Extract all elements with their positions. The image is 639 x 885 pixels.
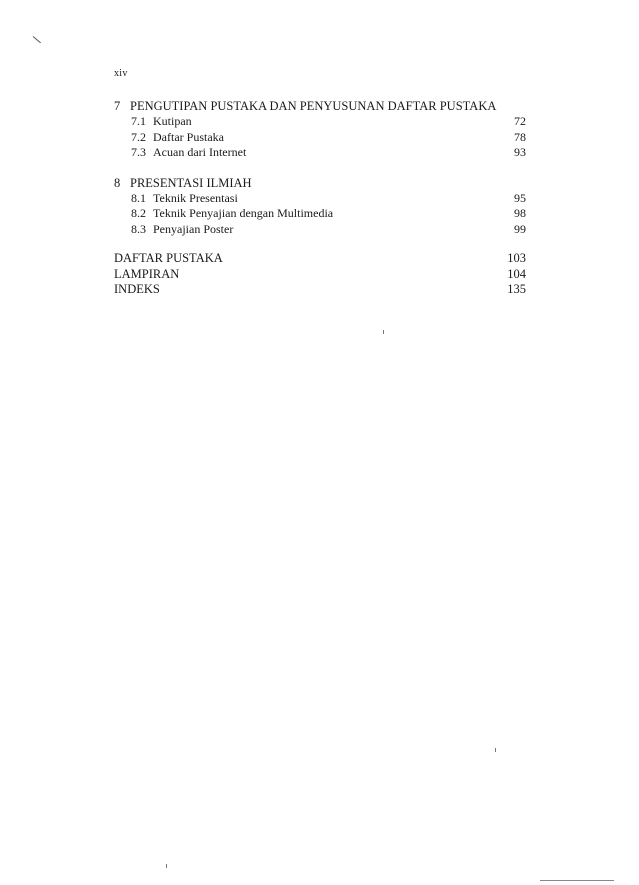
- section-title: Kutipan: [153, 114, 192, 128]
- toc-entry: [114, 191, 526, 207]
- chapter-title: PRESENTASI ILMIAH: [130, 175, 252, 190]
- toc-entry-indeks: [114, 282, 526, 298]
- chapter-title: PENGUTIPAN PUSTAKA DAN PENYUSUNAN DAFTAR PUSTAKA: [130, 99, 497, 113]
- section-number: 7.1: [131, 114, 146, 128]
- section-number: 7.2: [131, 129, 146, 144]
- toc-chapter-8: [114, 175, 526, 238]
- scan-artifact-line: [540, 880, 614, 881]
- section-title: Teknik Presentasi: [153, 190, 238, 205]
- chapter-heading: [114, 98, 526, 114]
- toc-entry: [114, 206, 526, 222]
- page-ref: 103: [507, 251, 526, 265]
- toc-entry: [114, 114, 526, 130]
- scan-artifact-mark: [33, 36, 41, 43]
- entry-title: LAMPIRAN: [114, 266, 180, 281]
- page-ref: 78: [514, 129, 526, 144]
- scan-artifact-dot: [495, 748, 496, 752]
- page-ref: 93: [514, 145, 526, 159]
- page-ref: 104: [507, 266, 526, 281]
- toc-entry: [114, 130, 526, 146]
- section-title: Penyajian Poster: [153, 221, 234, 236]
- toc-entry-lampiran: [114, 267, 526, 283]
- chapter-number: 8: [114, 175, 121, 190]
- toc-entry-daftar-pustaka: [114, 251, 526, 267]
- page-ref: 135: [507, 282, 526, 296]
- section-number: 8.2: [131, 206, 146, 220]
- section-number: 7.3: [131, 145, 146, 159]
- table-of-contents: [114, 98, 526, 298]
- page-number: xiv: [114, 68, 128, 79]
- scan-artifact-dot: [383, 330, 384, 334]
- section-title: Daftar Pustaka: [153, 129, 224, 144]
- page-ref: 99: [514, 221, 526, 236]
- toc-entry: [114, 222, 526, 238]
- section-title: Teknik Penyajian dengan Multimedia: [153, 206, 334, 220]
- chapter-heading: [114, 175, 526, 191]
- toc-entry: [114, 145, 526, 161]
- toc-back-matter: [114, 251, 526, 298]
- section-number: 8.1: [131, 190, 146, 205]
- entry-title: INDEKS: [114, 282, 160, 296]
- page-ref: 72: [514, 114, 526, 128]
- page-ref: 98: [514, 206, 526, 220]
- scan-artifact-dot: [166, 864, 167, 868]
- section-title: Acuan dari Internet: [153, 145, 247, 159]
- entry-title: DAFTAR PUSTAKA: [114, 251, 223, 265]
- page-ref: 95: [514, 190, 526, 205]
- chapter-number: 7: [114, 99, 121, 113]
- section-number: 8.3: [131, 221, 146, 236]
- toc-chapter-7: [114, 98, 526, 161]
